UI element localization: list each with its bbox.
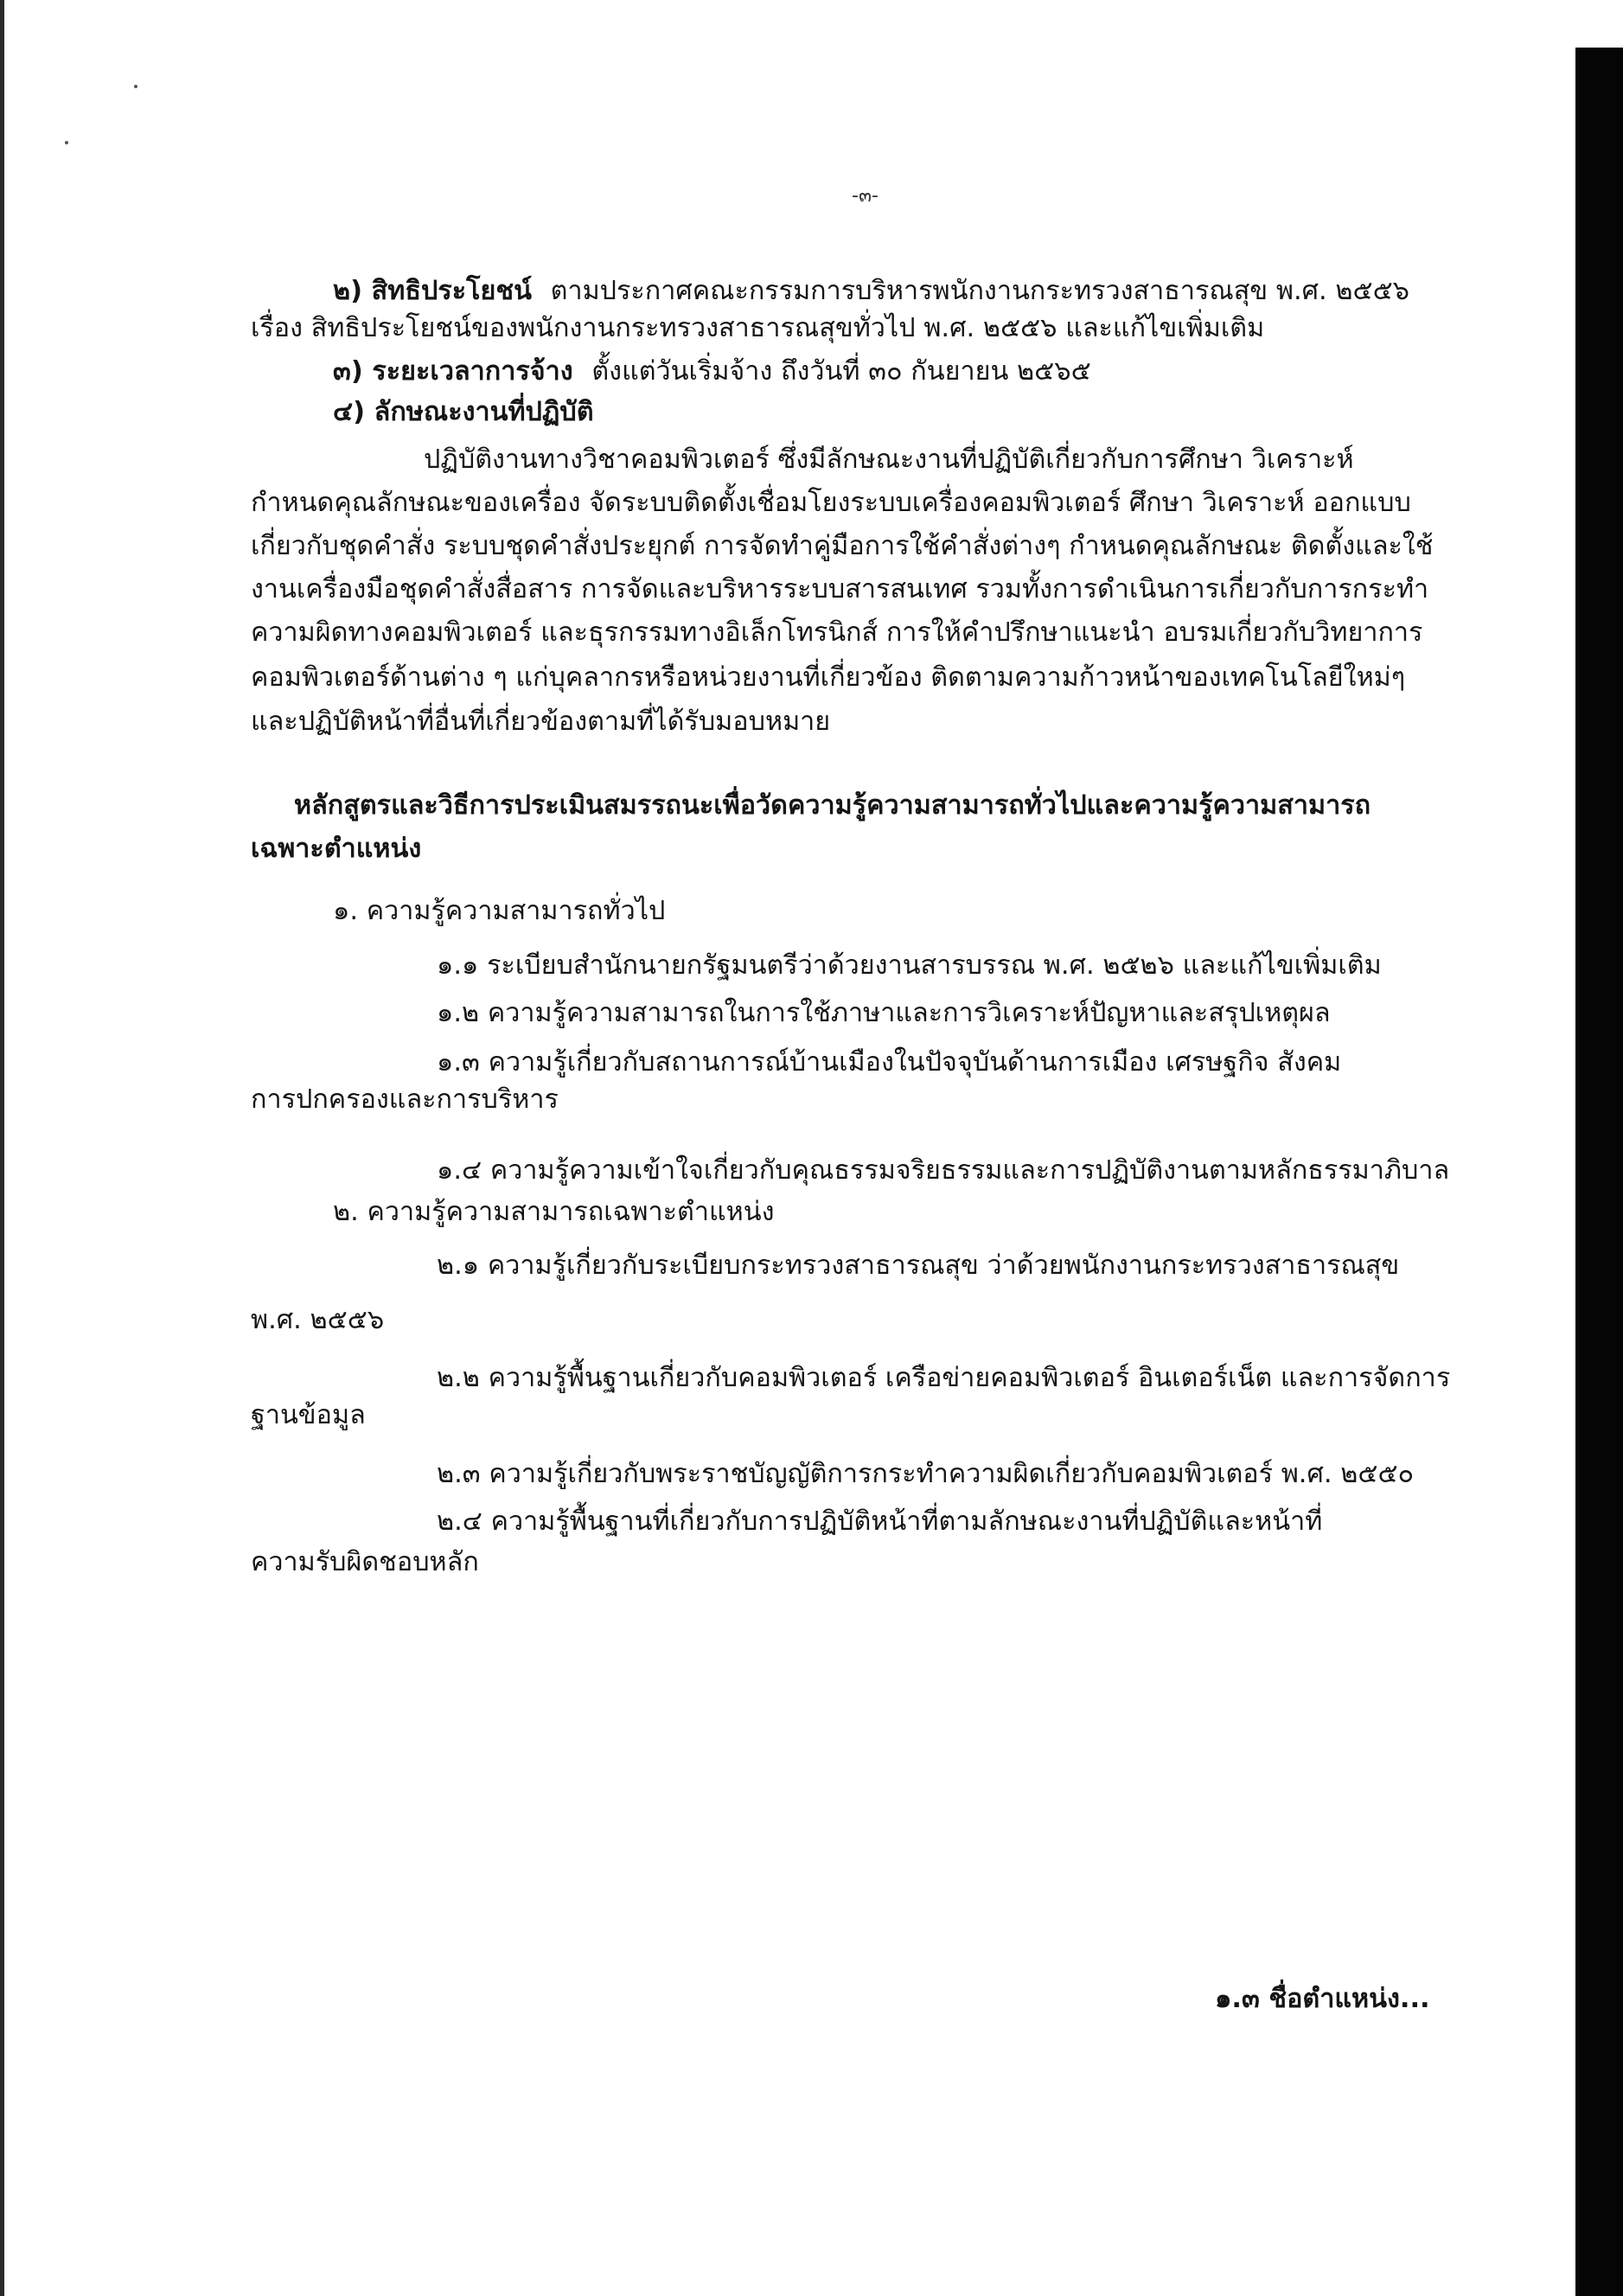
scan-speck (134, 85, 137, 88)
page-number: -๓- (852, 185, 879, 207)
section-4-paragraph-line: ความผิดทางคอมพิวเตอร์ และธุรกรรมทางอิเล็กโทรนิกส์ การให้คำปรึกษาแนะนำ อบรมเกี่ยวกับวิทยาการ (251, 617, 1423, 648)
specific-item: ๒.๔ ความรู้พื้นฐานที่เกี่ยวกับการปฏิบัติหน้าที่ตามลักษณะงานที่ปฏิบัติและหน้าที่ (437, 1506, 1323, 1537)
section-2-text: ตามประกาศคณะกรรมการบริหารพนักงานกระทรวงสาธารณสุข พ.ศ. ๒๕๕๖ (550, 276, 1410, 306)
general-item: ๑.๓ ความรู้เกี่ยวกับสถานการณ์บ้านเมืองในปัจจุบันด้านการเมือง เศรษฐกิจ สังคม (437, 1047, 1342, 1078)
specific-item-cont: ฐานข้อมูล (251, 1400, 366, 1430)
specific-item: ๒.๒ ความรู้พื้นฐานเกี่ยวกับคอมพิวเตอร์ เครือข่ายคอมพิวเตอร์ อินเตอร์เน็ต และการจัดการ (437, 1363, 1451, 1393)
assessment-heading-cont: เฉพาะตำแหน่ง (251, 834, 422, 864)
specific-knowledge-title: ๒. ความรู้ความสามารถเฉพาะตำแหน่ง (333, 1197, 775, 1227)
section-4-paragraph-line: เกี่ยวกับชุดคำสั่ง ระบบชุดคำสั่งประยุกต์ การจัดทำคู่มือการใช้คำสั่งต่างๆ กำหนดคุณลักษณะ ติดตั้งและใช้ (251, 531, 1434, 561)
scan-edge-left (0, 0, 4, 2296)
specific-item: ๒.๑ ความรู้เกี่ยวกับระเบียบกระทรวงสาธารณสุข ว่าด้วยพนักงานกระทรวงสาธารณสุข (437, 1250, 1400, 1281)
section-3-text: ตั้งแต่วันเริ่มจ้าง ถึงวันที่ ๓๐ กันยายน ๒๕๖๕ (591, 356, 1091, 387)
continuation-note: ๑.๓ ชื่อตำแหน่ง... (1215, 1984, 1430, 2014)
general-item: ๑.๑ ระเบียบสำนักนายกรัฐมนตรีว่าด้วยงานสารบรรณ พ.ศ. ๒๕๒๖ และแก้ไขเพิ่มเติม (437, 950, 1382, 981)
specific-item: ๒.๓ ความรู้เกี่ยวกับพระราชบัญญัติการกระทำความผิดเกี่ยวกับคอมพิวเตอร์ พ.ศ. ๒๕๕๐ (437, 1459, 1415, 1489)
section-3-label: ๓) ระยะเวลาการจ้าง (333, 356, 573, 387)
general-item-cont: การปกครองและการบริหาร (251, 1084, 559, 1115)
general-knowledge-title: ๑. ความรู้ความสามารถทั่วไป (333, 896, 666, 926)
section-2-label: ๒) สิทธิประโยชน์ (333, 276, 532, 306)
scan-speck (65, 141, 68, 144)
general-item: ๑.๒ ความรู้ความสามารถในการใช้ภาษาและการวิเคราะห์ปัญหาและสรุปเหตุผล (437, 998, 1331, 1028)
specific-item-cont: พ.ศ. ๒๕๕๖ (251, 1305, 385, 1335)
general-item: ๑.๔ ความรู้ความเข้าใจเกี่ยวกับคุณธรรมจริยธรรมและการปฏิบัติงานตามหลักธรรมาภิบาล (437, 1155, 1450, 1186)
scan-edge-right (1575, 48, 1623, 2296)
section-3-line (333, 353, 1091, 391)
section-4-label: ๔) ลักษณะงานที่ปฏิบัติ (333, 397, 594, 427)
section-4-paragraph-line: กำหนดคุณลักษณะของเครื่อง จัดระบบติดตั้งเชื่อมโยงระบบเครื่องคอมพิวเตอร์ ศึกษา วิเคราะห์ ออกแบบ (251, 488, 1411, 518)
assessment-heading: หลักสูตรและวิธีการประเมินสมรรถนะเพื่อวัดความรู้ความสามารถทั่วไปและความรู้ความสามารถ (294, 790, 1371, 821)
section-2-line-2: เรื่อง สิทธิประโยชน์ของพนักงานกระทรวงสาธารณสุขทั่วไป พ.ศ. ๒๕๕๖ และแก้ไขเพิ่มเติม (251, 313, 1265, 343)
section-4-paragraph-line: และปฏิบัติหน้าที่อื่นที่เกี่ยวข้องตามที่ได้รับมอบหมาย (251, 707, 831, 737)
section-4-paragraph-line: คอมพิวเตอร์ด้านต่าง ๆ แก่บุคลากรหรือหน่วยงานที่เกี่ยวข้อง ติดตามความก้าวหน้าของเทคโนโลยีใหม่ๆ (251, 662, 1406, 693)
specific-item-cont: ความรับผิดชอบหลัก (251, 1547, 479, 1577)
section-4-paragraph-line: งานเครื่องมือชุดคำสั่งสื่อสาร การจัดและบริหารระบบสารสนเทศ รวมทั้งการดำเนินการเกี่ยวกับการกระทำ (251, 574, 1429, 604)
section-2-line (333, 272, 1409, 310)
section-4-paragraph-line: ปฏิบัติงานทางวิชาคอมพิวเตอร์ ซึ่งมีลักษณะงานที่ปฏิบัติเกี่ยวกับการศึกษา วิเคราะห์ (424, 444, 1354, 475)
